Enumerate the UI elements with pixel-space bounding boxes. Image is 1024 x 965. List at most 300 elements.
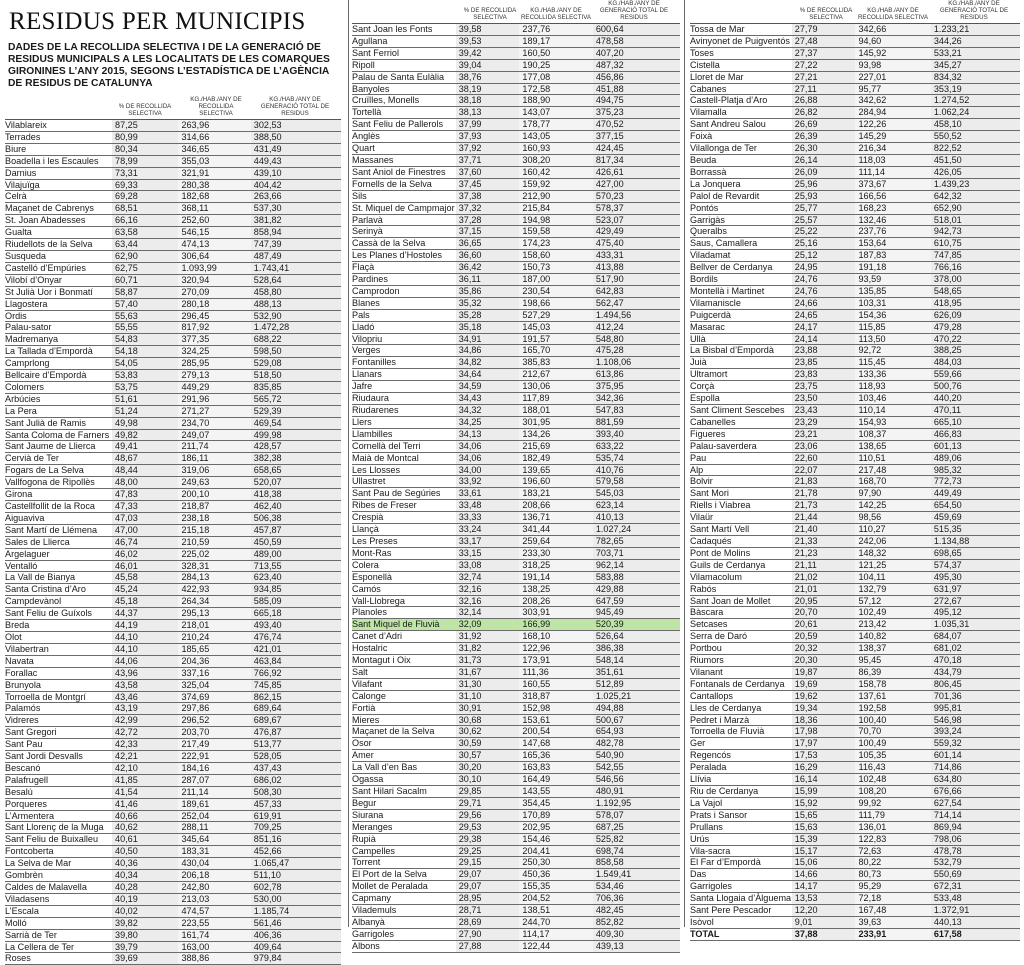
kg-total: 459,69	[931, 512, 1020, 523]
table-row	[5, 489, 341, 501]
kg-selective: 183,31	[178, 846, 250, 857]
municipality-name: Borrassà	[690, 166, 727, 177]
municipality-name: Breda	[5, 620, 30, 631]
table-row	[352, 584, 680, 596]
pct-selective: 34,91	[456, 334, 520, 345]
table-row	[5, 668, 341, 680]
municipality-name: Juià	[690, 357, 707, 368]
pct-selective: 20,32	[792, 643, 856, 654]
pct-selective: 49,41	[112, 441, 178, 452]
pct-selective: 40,02	[112, 906, 178, 917]
pct-selective: 48,67	[112, 453, 178, 464]
pct-selective: 36,42	[456, 262, 520, 273]
table-row	[690, 893, 1020, 905]
pct-selective: 33,17	[456, 536, 520, 547]
kg-total: 533,48	[931, 893, 1020, 904]
kg-selective: 308,20	[519, 155, 592, 166]
pct-selective: 31,10	[456, 691, 520, 702]
municipality-name: Canet d’Adri	[352, 631, 403, 642]
pct-selective: 34,06	[456, 441, 520, 452]
kg-total: 1.743,41	[251, 263, 341, 274]
kg-total: 532,90	[251, 311, 341, 322]
kg-selective: 204,41	[519, 846, 592, 857]
pct-selective: 66,16	[112, 215, 178, 226]
table-row	[690, 512, 1020, 524]
pct-selective: 19,62	[792, 691, 856, 702]
kg-selective: 168,10	[519, 631, 592, 642]
header-kg: KG./HAB./ANY DE RECOLLIDA SELECTIVA	[857, 7, 929, 21]
kg-total: 672,31	[931, 881, 1020, 892]
pct-selective: 38,13	[456, 107, 520, 118]
kg-selective: 279,13	[178, 370, 250, 381]
pct-selective: 32,16	[456, 596, 520, 607]
municipality-name: Pontós	[690, 202, 719, 213]
kg-selective: 200,10	[178, 489, 250, 500]
kg-total: 413,88	[593, 262, 680, 273]
municipality-name: Bàscara	[690, 607, 724, 618]
kg-selective: 111,79	[855, 810, 930, 821]
kg-total: 406,36	[251, 930, 341, 941]
municipality-name: Lladó	[352, 321, 375, 332]
municipality-name: Castellfollit de la Roca	[5, 501, 95, 511]
municipality-name: Pals	[352, 309, 370, 320]
kg-total: 709,25	[251, 822, 341, 833]
pct-selective: 32,16	[456, 584, 520, 595]
kg-total: 631,97	[931, 584, 1020, 595]
pct-selective: 42,72	[112, 727, 178, 738]
pct-selective: 25,77	[792, 203, 856, 214]
table-row	[690, 726, 1020, 738]
kg-selective: 213,42	[855, 619, 930, 630]
table-row	[5, 906, 341, 918]
municipality-name: Bellver de Cerdanya	[690, 262, 773, 273]
kg-selective: 319,06	[178, 465, 250, 476]
kg-selective: 388,86	[178, 953, 250, 964]
table-row	[352, 750, 680, 762]
municipality-name: Maçanet de la Selva	[352, 726, 435, 737]
table-row	[5, 191, 341, 203]
table-row	[690, 310, 1020, 322]
kg-selective: 225,02	[178, 549, 250, 560]
kg-total: 434,79	[931, 667, 1020, 678]
pct-selective: 42,10	[112, 763, 178, 774]
table-row	[5, 870, 341, 882]
table-row	[352, 548, 680, 560]
kg-selective: 113,50	[855, 334, 930, 345]
table-row	[5, 346, 341, 358]
kg-total: 528,05	[251, 751, 341, 762]
kg-total: 1.372,91	[931, 905, 1020, 916]
pct-selective: 20,61	[792, 619, 856, 630]
total-row	[690, 929, 1020, 941]
pct-selective: 69,28	[112, 191, 178, 202]
table-row	[5, 894, 341, 906]
pct-selective: 40,50	[112, 846, 178, 857]
kg-total: 482,78	[593, 738, 680, 749]
pct-selective: 31,73	[456, 655, 520, 666]
municipality-name: Sant Mori	[690, 488, 729, 499]
municipality-name: Colomers	[5, 381, 44, 392]
column-header	[352, 0, 680, 24]
pct-selective: 62,75	[112, 263, 178, 274]
municipality-name: Sant Feliu de Guíxols	[5, 608, 92, 619]
table-row	[5, 525, 341, 537]
table-row	[5, 799, 341, 811]
pct-selective: 15,39	[792, 834, 856, 845]
municipality-name: Sant Andreu Salou	[690, 119, 766, 130]
table-row	[5, 572, 341, 584]
kg-selective: 234,70	[178, 418, 250, 429]
kg-selective: 143,05	[519, 131, 592, 142]
municipality-name: La Selva de Mar	[5, 858, 72, 869]
pct-selective: 27,48	[792, 36, 856, 47]
municipality-name: Sant Joan de Mollet	[690, 595, 771, 606]
kg-selective: 208,66	[519, 500, 592, 511]
municipality-name: Cornellà del Terri	[352, 440, 421, 451]
kg-total: 393,40	[593, 429, 680, 440]
table-row	[5, 632, 341, 644]
kg-total: 979,84	[251, 953, 341, 964]
kg-total: 642,83	[593, 286, 680, 297]
kg-selective: 168,23	[855, 203, 930, 214]
kg-selective: 122,44	[519, 941, 592, 952]
table-row	[352, 36, 680, 48]
kg-selective: 287,07	[178, 775, 250, 786]
kg-selective: 373,67	[855, 179, 930, 190]
pct-selective: 45,58	[112, 572, 178, 583]
pct-selective: 39,80	[112, 930, 178, 941]
kg-selective: 92,72	[855, 345, 930, 356]
municipality-name: L’Escala	[5, 905, 39, 916]
kg-total: 458,80	[251, 287, 341, 298]
municipality-name: Queralbs	[690, 226, 727, 237]
pct-selective: 62,90	[112, 251, 178, 262]
table-row	[352, 726, 680, 738]
table-row	[690, 60, 1020, 72]
municipality-name: Alp	[690, 464, 704, 475]
pct-selective: 30,62	[456, 726, 520, 737]
kg-selective: 189,61	[178, 799, 250, 810]
kg-selective: 320,94	[178, 275, 250, 286]
municipality-name: Sant Julià de Ramis	[5, 417, 86, 428]
table-row	[5, 811, 341, 823]
table-row	[352, 60, 680, 72]
kg-total: 714,86	[931, 762, 1020, 773]
pct-selective: 36,60	[456, 250, 520, 261]
municipality-name: Santa Llogaia d’Àlguema	[690, 893, 792, 904]
municipality-name: Fogars de La Selva	[5, 465, 84, 476]
kg-total: 547,83	[593, 405, 680, 416]
kg-total: 619,91	[251, 811, 341, 822]
municipality-name: Ribes de Freser	[352, 500, 417, 511]
table-row	[5, 787, 341, 799]
table-row	[5, 239, 341, 251]
kg-selective: 223,55	[178, 918, 250, 929]
header-total: KG./HAB./ANY DE GENERACIÓ TOTAL DE RESIDUS	[260, 96, 330, 117]
kg-total: 681,02	[931, 643, 1020, 654]
municipality-name: La Cellera de Ter	[5, 941, 75, 952]
kg-total: 409,64	[251, 942, 341, 953]
pct-selective: 16,14	[792, 774, 856, 785]
municipality-name: La Pera	[5, 405, 37, 416]
kg-selective: 211,14	[178, 787, 250, 798]
kg-selective: 206,18	[178, 870, 250, 881]
municipality-name: Sant Martí de Llémena	[5, 524, 97, 535]
pct-selective: 54,18	[112, 346, 178, 357]
pct-selective: 43,58	[112, 680, 178, 691]
kg-selective: 139,65	[519, 465, 592, 476]
pct-selective: 43,19	[112, 703, 178, 714]
table-row	[352, 572, 680, 584]
kg-total: 429,88	[593, 584, 680, 595]
table-row	[352, 250, 680, 262]
table-row	[690, 179, 1020, 191]
pct-selective: 27,88	[456, 941, 520, 952]
pct-selective: 47,00	[112, 525, 178, 536]
kg-total: 862,15	[251, 692, 341, 703]
kg-selective: 474,13	[178, 239, 250, 250]
pct-selective: 46,01	[112, 561, 178, 572]
table-row	[690, 405, 1020, 417]
table-row	[352, 345, 680, 357]
municipality-name: Rupià	[352, 833, 376, 844]
kg-selective: 104,11	[855, 572, 930, 583]
pct-selective: 15,06	[792, 857, 856, 868]
kg-total: 511,10	[251, 870, 341, 881]
kg-selective: 93,59	[855, 274, 930, 285]
table-row	[352, 929, 680, 941]
pct-selective: 39,79	[112, 942, 178, 953]
kg-selective: 185,65	[178, 644, 250, 655]
kg-selective: 145,29	[855, 131, 930, 142]
pct-selective: 34,13	[456, 429, 520, 440]
kg-total: 665,18	[251, 608, 341, 619]
pct-selective: 69,33	[112, 180, 178, 191]
kg-selective: 284,94	[855, 107, 930, 118]
kg-selective: 263,96	[178, 120, 250, 131]
municipality-name: Ordis	[5, 310, 27, 321]
table-row	[352, 834, 680, 846]
pct-selective: 47,33	[112, 501, 178, 512]
kg-total: 518,01	[931, 215, 1020, 226]
table-row	[5, 430, 341, 442]
table-row	[352, 453, 680, 465]
table-row	[690, 774, 1020, 786]
pct-selective: 29,71	[456, 798, 520, 809]
pct-selective: 38,19	[456, 84, 520, 95]
kg-total: 487,32	[593, 60, 680, 71]
kg-selective: 244,70	[519, 917, 592, 928]
kg-selective: 227,01	[855, 72, 930, 83]
kg-selective: 187,00	[519, 274, 592, 285]
table-row	[5, 561, 341, 573]
table-row	[352, 107, 680, 119]
kg-selective: 203,70	[178, 727, 250, 738]
pct-selective: 55,63	[112, 311, 178, 322]
pct-selective: 34,25	[456, 417, 520, 428]
pct-selective: 63,44	[112, 239, 178, 250]
pct-selective: 34,32	[456, 405, 520, 416]
table-row	[352, 905, 680, 917]
kg-selective: 328,31	[178, 561, 250, 572]
pct-selective: 30,57	[456, 750, 520, 761]
pct-selective: 9,01	[792, 917, 856, 928]
municipality-name: Torroella de Montgrí	[5, 691, 86, 702]
pct-selective: 24,76	[792, 286, 856, 297]
kg-selective: 80,22	[855, 857, 930, 868]
municipality-name: Ultramort	[690, 369, 728, 380]
municipality-name: Vilallonga de Ter	[690, 143, 757, 154]
table-row	[5, 942, 341, 954]
kg-total: 1.065,47	[251, 858, 341, 869]
kg-selective: 200,54	[519, 726, 592, 737]
kg-total: 478,78	[931, 846, 1020, 857]
kg-selective: 270,09	[178, 287, 250, 298]
table-row	[5, 418, 341, 430]
kg-total: 654,50	[931, 500, 1020, 511]
kg-total: 421,01	[251, 644, 341, 655]
municipality-name: Figueres	[690, 428, 726, 439]
municipality-name: Llambilles	[352, 428, 393, 439]
municipality-name: Sant Jaume de Llierca	[5, 441, 96, 452]
table-row	[352, 846, 680, 858]
kg-total: 834,32	[931, 72, 1020, 83]
municipality-name: Darnius	[5, 167, 37, 178]
pct-selective: 21,73	[792, 500, 856, 511]
kg-selective: 252,60	[178, 215, 250, 226]
pct-selective: 37,88	[792, 929, 856, 940]
pct-selective: 32,14	[456, 607, 520, 618]
pct-selective: 28,69	[456, 917, 520, 928]
pct-selective: 40,62	[112, 822, 178, 833]
table-row	[5, 382, 341, 394]
kg-selective: 122,96	[519, 643, 592, 654]
kg-total: 602,78	[251, 882, 341, 893]
table-row	[690, 203, 1020, 215]
table-row	[5, 358, 341, 370]
pct-selective: 21,23	[792, 548, 856, 559]
table-row	[5, 465, 341, 477]
pct-selective: 34,59	[456, 381, 520, 392]
pct-selective: 37,99	[456, 119, 520, 130]
kg-selective: 136,71	[519, 512, 592, 523]
kg-selective: 210,59	[178, 537, 250, 548]
table-row	[690, 357, 1020, 369]
kg-selective: 325,04	[178, 680, 250, 691]
pct-selective: 40,34	[112, 870, 178, 881]
kg-total: 345,27	[931, 60, 1020, 71]
kg-total: 633,22	[593, 441, 680, 452]
municipality-name: Vall-Llobrega	[352, 595, 405, 606]
municipality-name: Gombrèn	[5, 870, 43, 881]
table-row	[352, 203, 680, 215]
table-row	[5, 930, 341, 942]
kg-selective: 145,92	[855, 48, 930, 59]
kg-selective: 233,91	[855, 929, 930, 940]
municipality-name: Lles de Cerdanya	[690, 702, 762, 713]
municipality-name: Sant Pau	[5, 739, 43, 750]
municipality-name: Avinyonet de Puigventós	[690, 35, 790, 46]
table-row	[352, 500, 680, 512]
table-row	[5, 596, 341, 608]
pct-selective: 53,75	[112, 382, 178, 393]
table-row	[352, 95, 680, 107]
table-row	[352, 476, 680, 488]
kg-total: 439,10	[251, 168, 341, 179]
table-row	[5, 394, 341, 406]
pct-selective: 23,83	[792, 369, 856, 380]
kg-selective: 198,66	[519, 298, 592, 309]
municipality-name: La Jonquera	[690, 178, 741, 189]
kg-total: 706,36	[593, 893, 680, 904]
kg-total: 475,28	[593, 345, 680, 356]
kg-selective: 177,08	[519, 72, 592, 83]
kg-total: 378,00	[931, 274, 1020, 285]
table-row	[690, 691, 1020, 703]
table-row	[352, 262, 680, 274]
kg-selective: 153,61	[519, 715, 592, 726]
kg-selective: 155,35	[519, 881, 592, 892]
kg-selective: 192,58	[855, 703, 930, 714]
municipality-name: Palau-saverdera	[690, 440, 757, 451]
kg-total: 458,10	[931, 119, 1020, 130]
table-row	[352, 24, 680, 36]
kg-selective: 259,64	[519, 536, 592, 547]
kg-selective: 158,60	[519, 250, 592, 261]
kg-total: 798,06	[931, 834, 1020, 845]
kg-selective: 204,36	[178, 656, 250, 667]
kg-selective: 306,64	[178, 251, 250, 262]
municipality-name: Camprodon	[352, 285, 400, 296]
kg-total: 470,18	[931, 655, 1020, 666]
kg-selective: 108,20	[855, 786, 930, 797]
kg-total: 525,82	[593, 834, 680, 845]
pct-selective: 21,83	[792, 476, 856, 487]
header-kg: KG./HAB./ANY DE RECOLLIDA SELECTIVA	[190, 96, 242, 117]
kg-selective: 122,83	[855, 834, 930, 845]
municipality-name: Vilamacolum	[690, 571, 742, 582]
municipality-name: Les Llosses	[352, 464, 401, 475]
table-row	[690, 381, 1020, 393]
pct-selective: 80,34	[112, 144, 178, 155]
kg-selective: 303,91	[519, 607, 592, 618]
pct-selective: 37,32	[456, 203, 520, 214]
municipality-name: La Vall d’en Bas	[352, 762, 418, 773]
kg-selective: 115,45	[855, 357, 930, 368]
kg-selective: 163,83	[519, 762, 592, 773]
kg-total: 351,61	[593, 667, 680, 678]
header-pct: % DE RECOLLIDA SELECTIVA	[118, 103, 172, 117]
pct-selective: 37,15	[456, 226, 520, 237]
kg-total: 388,50	[251, 132, 341, 143]
pct-selective: 46,02	[112, 549, 178, 560]
kg-selective: 191,57	[519, 334, 592, 345]
table-row	[352, 631, 680, 643]
table-row	[690, 679, 1020, 691]
municipality-name: Espolla	[690, 393, 720, 404]
kg-selective: 100,49	[855, 738, 930, 749]
kg-total: 381,82	[251, 215, 341, 226]
table-row	[5, 203, 341, 215]
municipality-name: Begur	[352, 797, 377, 808]
municipality-name: Biure	[5, 143, 27, 154]
municipality-name: Amer	[352, 750, 374, 761]
municipality-name: Palamós	[5, 703, 41, 714]
kg-total: 684,07	[931, 631, 1020, 642]
table-row	[352, 619, 680, 631]
table-row	[5, 477, 341, 489]
kg-selective: 94,60	[855, 36, 930, 47]
